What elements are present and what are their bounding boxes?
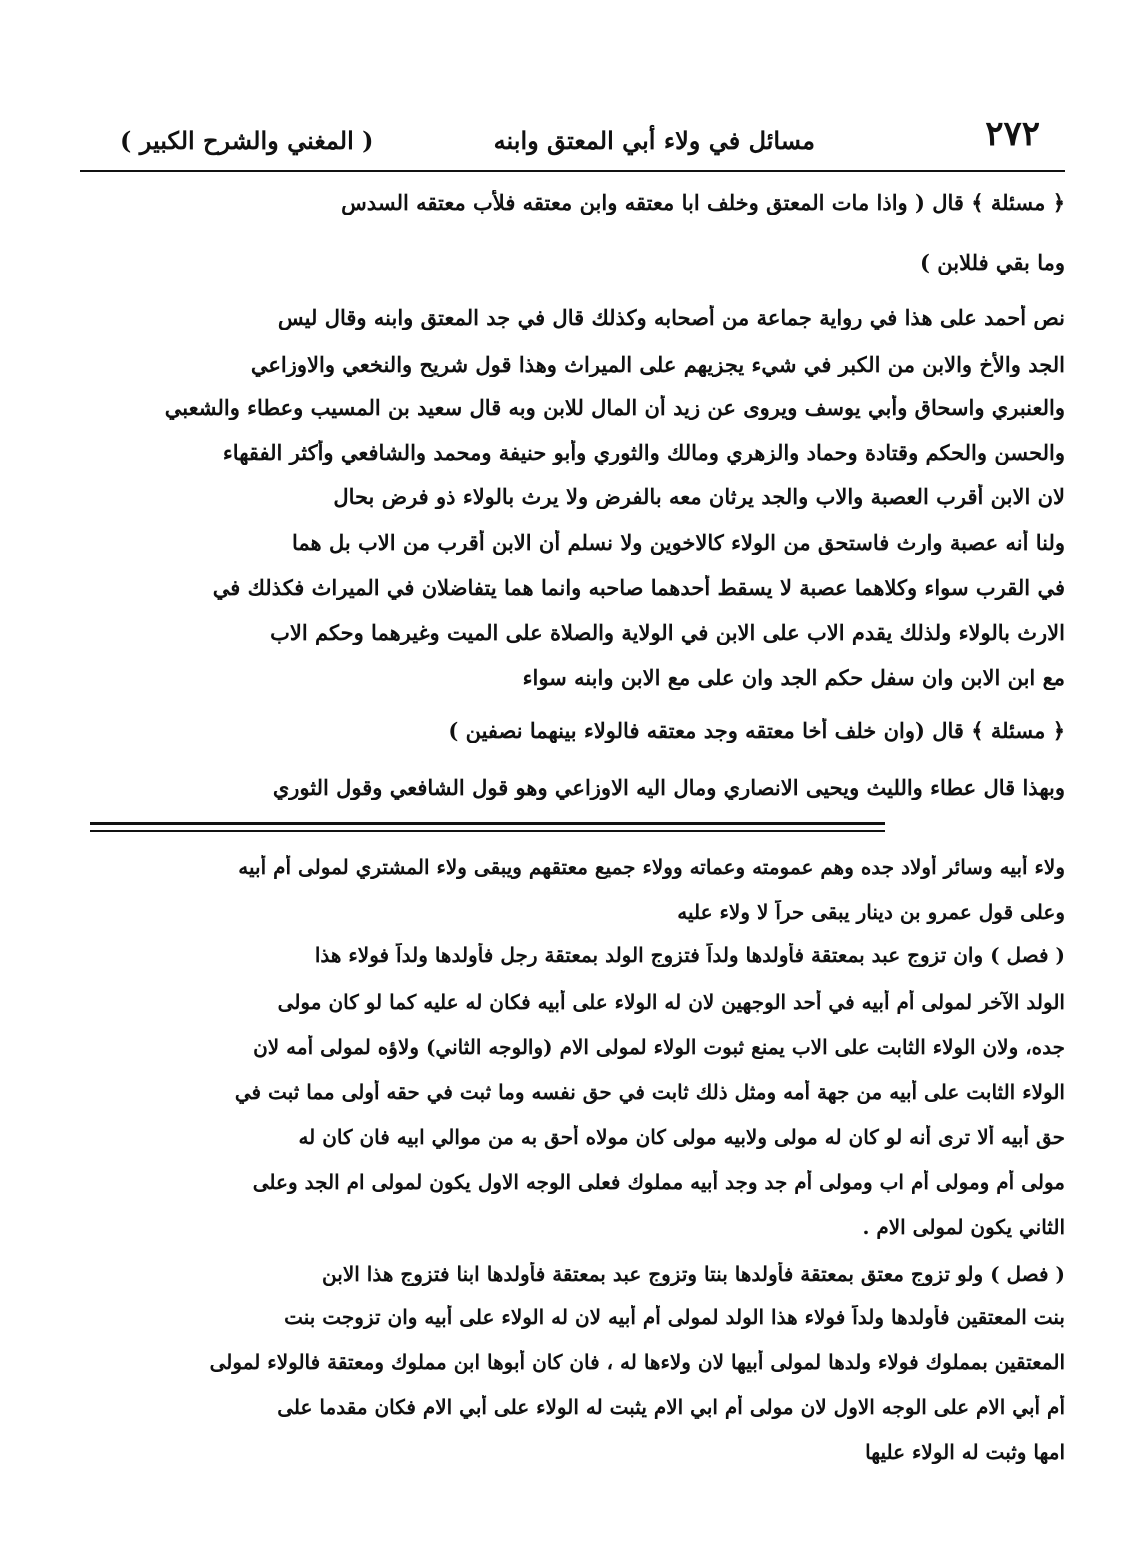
text-line: والعنبري واسحاق وأبي يوسف ويروى عن زيد أن المال للابن وبه قال سعيد بن المسيب وعطاء والشعبي: [164, 395, 1065, 420]
text-line: مع ابن الابن وان سفل حكم الجد وان على مع الابن وابنه سواء: [522, 665, 1065, 690]
footnote-line: ( فصل ) ولو تزوج معتق بمعتقة فأولدها بنتا وتزوج عبد بمعتقة فأولدها ابنا فتزوج هذا الابن: [322, 1262, 1065, 1286]
footnote-line: جده، ولان الولاء الثابت على الاب يمنع ثبوت الولاء لمولى الام (والوجه الثاني) ولاؤه لمولى أمه لان: [253, 1035, 1065, 1059]
footnote-line: الولاء الثابت على أبيه من جهة أمه ومثل ذلك ثابت في حق نفسه وما ثبت في حقه أولى مما ثبت في: [234, 1080, 1065, 1104]
text-line: ﴿ مسئلة ﴾ قال ( واذا مات المعتق وخلف ابا معتقه وابن معتقه فلأب معتقه السدس: [341, 190, 1065, 215]
footnote-line: مولى أم ومولى أم اب ومولى أم جد وجد أبيه مملوك فعلى الوجه الاول يكون لمولى ام الجد وعلى: [252, 1170, 1065, 1194]
footnote-separator: [90, 822, 885, 832]
footnote-line: الثاني يكون لمولى الام .: [862, 1215, 1065, 1239]
footnote-line: ( فصل ) وان تزوج عبد بمعتقة فأولدها ولداً فتزوج الولد بمعتقة رجل فأولدها ولداً فولاء هذا: [314, 943, 1065, 967]
footnote-line: ولاء أبيه وسائر أولاد جده وهم عمومته وعماته وولاء جميع معتقهم ويبقى ولاء المشتري لمولى أم أبيه: [238, 855, 1065, 879]
text-line: ولنا أنه عصبة وارث فاستحق من الولاء كالاخوين ولا نسلم أن الابن أقرب من الاب بل هما: [292, 530, 1065, 555]
footnote-line: امها وثبت له الولاء عليها: [865, 1440, 1065, 1464]
running-title: مسائل في ولاء أبي المعتق وابنه: [493, 126, 815, 155]
text-line: الجد والأخ والابن من الكبر في شيء يجزيهم على الميراث وهذا قول شريح والنخعي والاوزاعي: [250, 352, 1065, 377]
text-line: والحسن والحكم وقتادة وحماد والزهري ومالك والثوري وأبو حنيفة ومحمد والشافعي وأكثر الفقهاء: [222, 440, 1065, 465]
text-line: وبهذا قال عطاء والليث ويحيى الانصاري ومال اليه الاوزاعي وهو قول الشافعي وقول الثوري: [272, 775, 1065, 800]
footnote-line: وعلى قول عمرو بن دينار يبقى حراً لا ولاء عليه: [677, 900, 1065, 924]
text-line: في القرب سواء وكلاهما عصبة لا يسقط أحدهما صاحبه وانما هما يتفاضلان في الميراث فكذلك في: [212, 575, 1065, 600]
footnote-line: حق أبيه ألا ترى أنه لو كان له مولى ولابيه مولى كان مولاه أحق به من موالي ابيه فان كان له: [298, 1125, 1065, 1149]
text-line: لان الابن أقرب العصبة والاب والجد يرثان معه بالفرض ولا يرث بالولاء ذو فرض بحال: [333, 484, 1065, 509]
text-line: نص أحمد على هذا في رواية جماعة من أصحابه وكذلك قال في جد المعتق وابنه وقال ليس: [277, 305, 1065, 330]
page-number: ٢٧٢: [985, 114, 1040, 154]
footnote-line: المعتقين بمملوك فولاء ولدها لمولى أبيها لان ولاءها له ، فان كان أبوها ابن مملوك ومعتقة فالولاء لمولى: [209, 1350, 1065, 1374]
footnote-line: بنت المعتقين فأولدها ولداً فولاء هذا الولد لمولى أم أبيه لان له الولاء على أبيه وان تزوجت بنت: [284, 1305, 1065, 1329]
footnote-line: أم أبي الام على الوجه الاول لان مولى أم ابي الام يثبت له الولاء على أبي الام فكان مقدما على: [277, 1395, 1065, 1419]
page-header: [80, 114, 1065, 174]
footnote-line: الولد الآخر لمولى أم أبيه في أحد الوجهين لان له الولاء على أبيه فكان له عليه كما لو كان مولى: [277, 990, 1065, 1014]
text-line: ﴿ مسئلة ﴾ قال (وان خلف أخا معتقه وجد معتقه فالولاء بينهما نصفين ): [448, 718, 1065, 743]
text-line: وما بقي فللابن ): [920, 250, 1065, 275]
header-rule: [80, 170, 1065, 172]
text-line: الارث بالولاء ولذلك يقدم الاب على الابن في الولاية والصلاة على الميت وغيرهما وحكم الاب: [270, 620, 1065, 645]
book-title: ( المغني والشرح الكبير ): [120, 126, 374, 155]
